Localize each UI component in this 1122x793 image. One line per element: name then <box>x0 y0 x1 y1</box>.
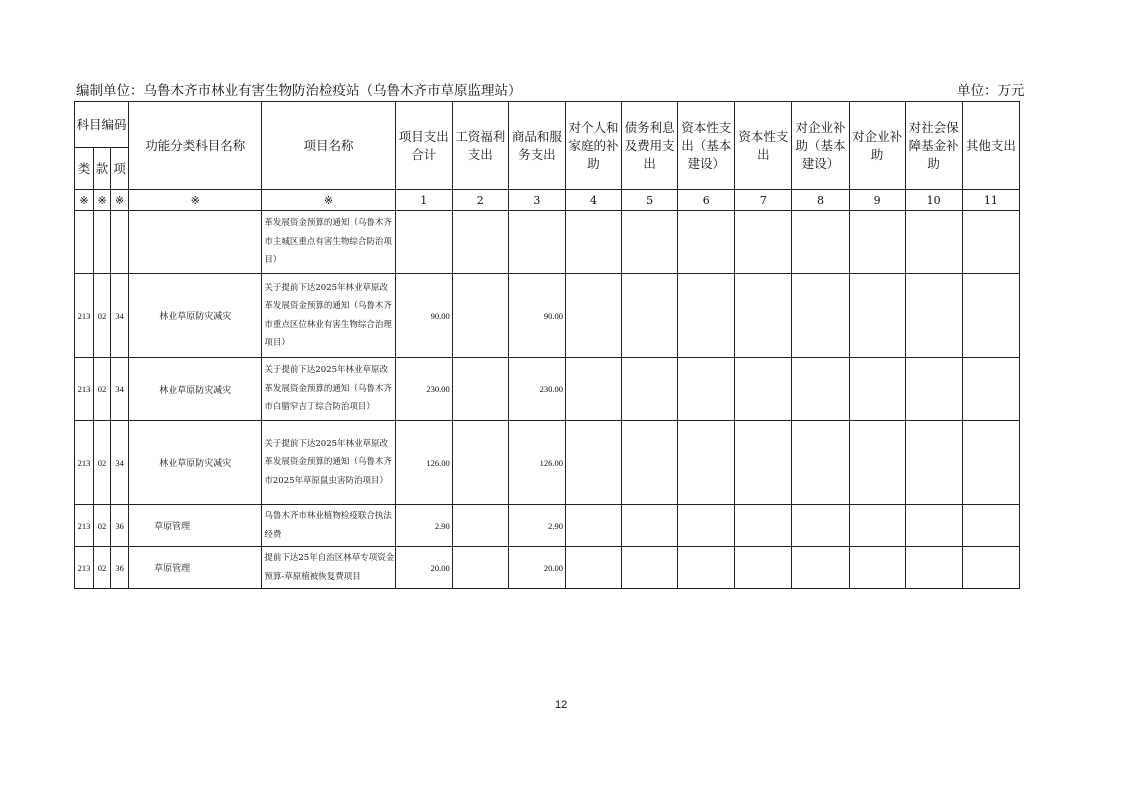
cell-empty <box>452 211 508 274</box>
cell-empty <box>962 211 1019 274</box>
index-cell: 4 <box>565 190 621 211</box>
cell-empty <box>678 358 735 421</box>
cell-kuan: 02 <box>94 547 111 589</box>
header-project-name: 项目名称 <box>262 102 395 190</box>
cell-empty <box>622 274 678 358</box>
cell-empty <box>452 505 508 547</box>
cell-empty <box>678 505 735 547</box>
cell-total: 90.00 <box>395 274 452 358</box>
cell-empty <box>735 421 792 505</box>
project-expenditure-table <box>74 101 1020 589</box>
cell-goods-services: 90.00 <box>508 274 565 358</box>
cell-empty <box>905 547 962 589</box>
cell-empty <box>735 211 792 274</box>
cell-empty <box>849 547 905 589</box>
cell-lei: 213 <box>75 358 94 421</box>
header-c6: 资本性支出（基本建设） <box>678 102 735 190</box>
cell-project-name: 关于提前下达2025年林业草原改革发展资金预算的通知（乌鲁木齐市重点区位林业有害生物综合治理项目） <box>262 274 395 358</box>
cell-empty <box>735 358 792 421</box>
cell-empty <box>452 358 508 421</box>
cell-empty <box>849 358 905 421</box>
cell-empty <box>678 274 735 358</box>
cell-empty <box>849 211 905 274</box>
cell-xiang: 36 <box>111 505 129 547</box>
cell-xiang: 36 <box>111 547 129 589</box>
cell-total <box>395 211 452 274</box>
cell-total: 2.90 <box>395 505 452 547</box>
cell-empty <box>792 211 849 274</box>
cell-project-name: 关于提前下达2025年林业草原改革发展资金预算的通知（乌鲁木齐市2025年草原鼠虫害防治项目） <box>262 421 395 505</box>
cell-empty <box>452 421 508 505</box>
cell-empty <box>962 505 1019 547</box>
header-xiang: 项 <box>111 148 129 190</box>
cell-function-name: 林业草原防灾减灾 <box>129 421 262 505</box>
cell-empty <box>452 274 508 358</box>
cell-function-name <box>129 211 262 274</box>
table-row <box>75 421 1020 505</box>
index-cell: 6 <box>678 190 735 211</box>
cell-function-name: 草原管理 <box>129 547 262 589</box>
cell-empty <box>792 547 849 589</box>
cell-empty <box>905 211 962 274</box>
table-row <box>75 358 1020 421</box>
cell-lei: 213 <box>75 421 94 505</box>
cell-empty <box>678 421 735 505</box>
cell-xiang: 34 <box>111 358 129 421</box>
cell-empty <box>735 505 792 547</box>
cell-project-name: 乌鲁木齐市林业植物检疫联合执法经费 <box>262 505 395 547</box>
cell-goods-services: 230.00 <box>508 358 565 421</box>
cell-empty <box>735 274 792 358</box>
cell-project-name: 革发展资金预算的通知（乌鲁木齐市主城区重点有害生物综合防治项目） <box>262 211 395 274</box>
index-cell: ※ <box>111 190 129 211</box>
cell-empty <box>565 505 621 547</box>
index-cell: 8 <box>792 190 849 211</box>
cell-empty <box>565 211 621 274</box>
index-cell: 3 <box>508 190 565 211</box>
index-cell: ※ <box>262 190 395 211</box>
header-row-1 <box>75 102 1020 148</box>
cell-empty <box>905 505 962 547</box>
cell-kuan <box>94 211 111 274</box>
cell-xiang: 34 <box>111 274 129 358</box>
cell-empty <box>905 421 962 505</box>
cell-goods-services: 20.00 <box>508 547 565 589</box>
currency-unit: 单位：万元 <box>957 83 1025 99</box>
cell-xiang <box>111 211 129 274</box>
compiling-unit: 编制单位：乌鲁木齐市林业有害生物防治检疫站（乌鲁木齐市草原监理站） <box>76 83 522 99</box>
cell-empty <box>565 358 621 421</box>
header-c3: 商品和服务支出 <box>508 102 565 190</box>
header-c10: 对社会保障基金补助 <box>905 102 962 190</box>
index-cell: 1 <box>395 190 452 211</box>
cell-empty <box>962 358 1019 421</box>
table-row <box>75 211 1020 274</box>
index-cell: 9 <box>849 190 905 211</box>
cell-lei: 213 <box>75 547 94 589</box>
cell-goods-services: 126.00 <box>508 421 565 505</box>
cell-empty <box>905 358 962 421</box>
header-c5: 债务利息及费用支出 <box>622 102 678 190</box>
cell-empty <box>962 421 1019 505</box>
cell-function-name: 林业草原防灾减灾 <box>129 358 262 421</box>
table-row <box>75 505 1020 547</box>
cell-empty <box>622 211 678 274</box>
header-function-name: 功能分类科目名称 <box>129 102 262 190</box>
index-row <box>75 190 1020 211</box>
cell-empty <box>792 421 849 505</box>
cell-lei: 213 <box>75 274 94 358</box>
cell-lei: 213 <box>75 505 94 547</box>
cell-function-name: 林业草原防灾减灾 <box>129 274 262 358</box>
cell-empty <box>452 547 508 589</box>
cell-total: 126.00 <box>395 421 452 505</box>
index-cell: 11 <box>962 190 1019 211</box>
table-row <box>75 274 1020 358</box>
index-cell: 5 <box>622 190 678 211</box>
cell-total: 230.00 <box>395 358 452 421</box>
header-c1: 项目支出合计 <box>395 102 452 190</box>
cell-empty <box>905 274 962 358</box>
cell-empty <box>849 505 905 547</box>
cell-empty <box>622 547 678 589</box>
cell-kuan: 02 <box>94 274 111 358</box>
header-kuan: 款 <box>94 148 111 190</box>
cell-project-name: 关于提前下达2025年林业草原改革发展资金预算的通知（乌鲁木齐市白腊窄吉丁综合防治项目） <box>262 358 395 421</box>
cell-kuan: 02 <box>94 421 111 505</box>
header-c11: 其他支出 <box>962 102 1019 190</box>
cell-empty <box>678 547 735 589</box>
cell-empty <box>962 274 1019 358</box>
page-number: 12 <box>555 699 568 711</box>
cell-empty <box>678 211 735 274</box>
cell-empty <box>792 505 849 547</box>
cell-empty <box>622 505 678 547</box>
header-c4: 对个人和家庭的补助 <box>565 102 621 190</box>
cell-empty <box>622 421 678 505</box>
cell-empty <box>622 358 678 421</box>
cell-empty <box>565 421 621 505</box>
cell-empty <box>962 547 1019 589</box>
header-lei: 类 <box>75 148 94 190</box>
index-cell: 7 <box>735 190 792 211</box>
cell-empty <box>849 421 905 505</box>
header-c7: 资本性支出 <box>735 102 792 190</box>
cell-xiang: 34 <box>111 421 129 505</box>
cell-empty <box>735 547 792 589</box>
cell-goods-services: 2.90 <box>508 505 565 547</box>
cell-empty <box>792 274 849 358</box>
cell-empty <box>565 274 621 358</box>
table-row <box>75 547 1020 589</box>
index-cell: 10 <box>905 190 962 211</box>
index-cell: ※ <box>94 190 111 211</box>
header-code-group: 科目编码 <box>75 102 129 148</box>
cell-empty <box>792 358 849 421</box>
header-c8: 对企业补助（基本建设） <box>792 102 849 190</box>
cell-empty <box>849 274 905 358</box>
cell-function-name: 草原管理 <box>129 505 262 547</box>
index-cell: ※ <box>129 190 262 211</box>
index-cell: ※ <box>75 190 94 211</box>
header-c2: 工资福利支出 <box>452 102 508 190</box>
cell-total: 20.00 <box>395 547 452 589</box>
cell-project-name: 提前下达25年自治区林草专项资金预算-草原植被恢复费项目 <box>262 547 395 589</box>
cell-kuan: 02 <box>94 358 111 421</box>
cell-kuan: 02 <box>94 505 111 547</box>
cell-empty <box>565 547 621 589</box>
header-c9: 对企业补助 <box>849 102 905 190</box>
cell-lei <box>75 211 94 274</box>
cell-goods-services <box>508 211 565 274</box>
index-cell: 2 <box>452 190 508 211</box>
